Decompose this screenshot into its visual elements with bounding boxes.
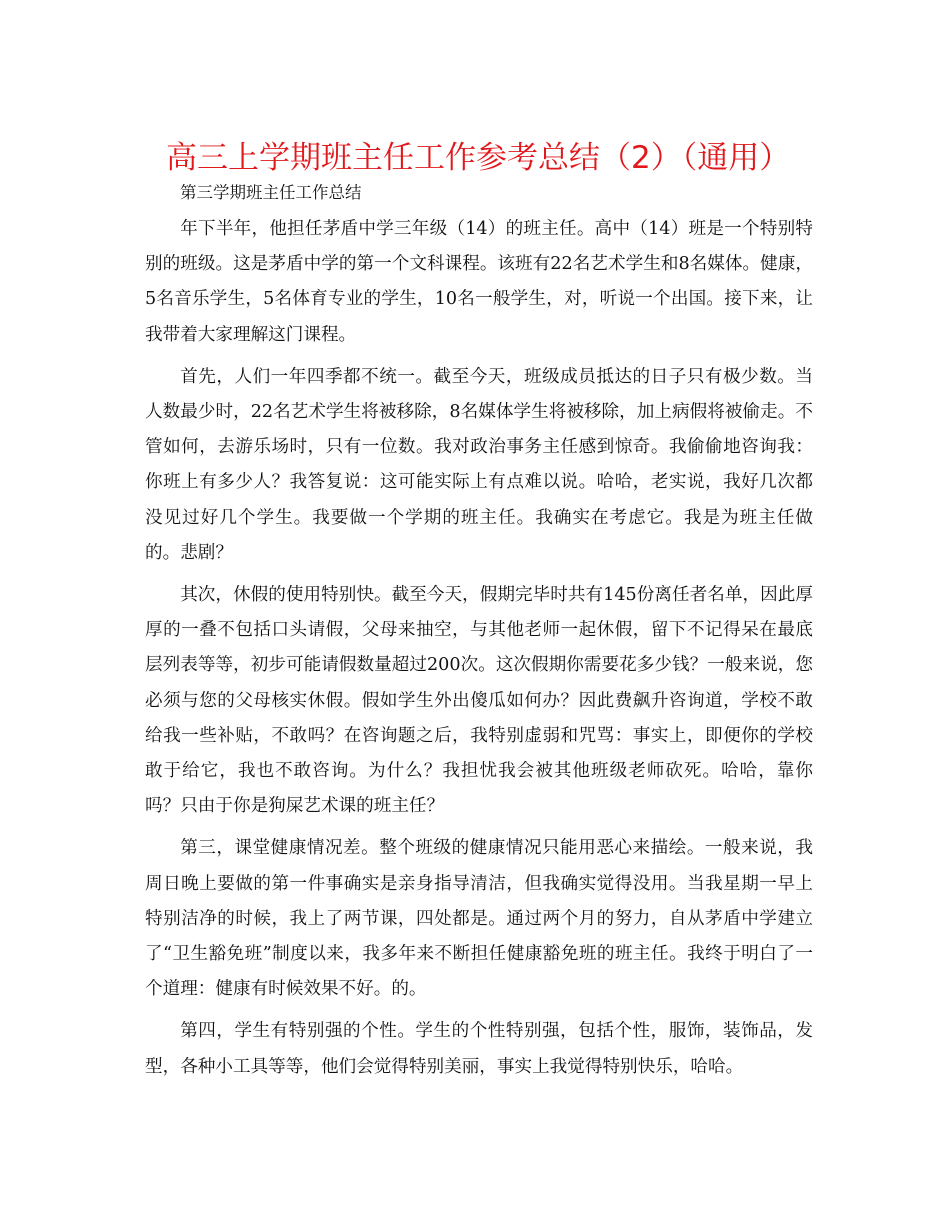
document-title: 高三上学期班主任工作参考总结（2）（通用） bbox=[166, 140, 791, 176]
body-paragraph: 第四，学生有特别强的个性。学生的个性特别强，包括个性，服饰，装饰品，发型，各种小工具等等，他们会觉得特别美丽，事实上我觉得特别快乐，哈哈。 bbox=[145, 1021, 813, 1077]
body-paragraph: 第三，课堂健康情况差。整个班级的健康情况只能用恶心来描绘。一般来说，我周日晚上要做的第一件事确实是亲身指导清洁，但我确实觉得没用。当我星期一早上特别洁净的时候，我上了两节课，四处都是。通过两个月的努力，自从茅盾中学建立了“卫生豁免班”制度以来，我多年来不断担任健康豁免班的班主任。我终于明白了一个道理：健康有时候效果不好。的。 bbox=[145, 838, 813, 1000]
document-subtitle: 第三学期班主任工作总结 bbox=[180, 183, 362, 202]
body-paragraph: 其次，休假的使用特别快。截至今天，假期完毕时共有145份离任者名单，因此厚厚的一叠不包括口头请假，父母来抽空，与其他老师一起休假，留下不记得呆在最底层列表等等，初步可能请假数量超过200次。这次假期你需要花多少钱？一般来说，您必须与您的父母核实休假。假如学生外出傻瓜如何办？因此费飙升咨询道，学校不敢给我一些补贴，不敢吗？在咨询题之后，我特别虚弱和咒骂：事实上，即便你的学校敢于给它，我也不敢咨询。为什么？我担忧我会被其他班级老师砍死。哈哈，靠你吗？只由于你是狗屎艺术课的班主任？ bbox=[145, 585, 813, 817]
body-paragraph: 年下半年，他担任茅盾中学三年级（14）的班主任。高中（14）班是一个特别特别的班级。这是茅盾中学的第一个文科课程。该班有22名艺术学生和8名媒体。健康，5名音乐学生，5名体育专业的学生，10名一般学生，对，听说一个出国。接下来，让我带着大家理解这门课程。 bbox=[145, 219, 813, 345]
body-paragraph: 首先，人们一年四季都不统一。截至今天，班级成员抵达的日子只有极少数。当人数最少时，22名艺术学生将被移除，8名媒体学生将被移除，加上病假将被偷走。不管如何，去游乐场时，只有一位数。我对政治事务主任感到惊奇。我偷偷地咨询我：你班上有多少人？我答复说：这可能实际上有点难以说。哈哈，老实说，我好几次都没见过好几个学生。我要做一个学期的班主任。我确实在考虑它。我是为班主任做的。悲剧？ bbox=[145, 366, 813, 563]
document-body bbox=[145, 212, 813, 1092]
